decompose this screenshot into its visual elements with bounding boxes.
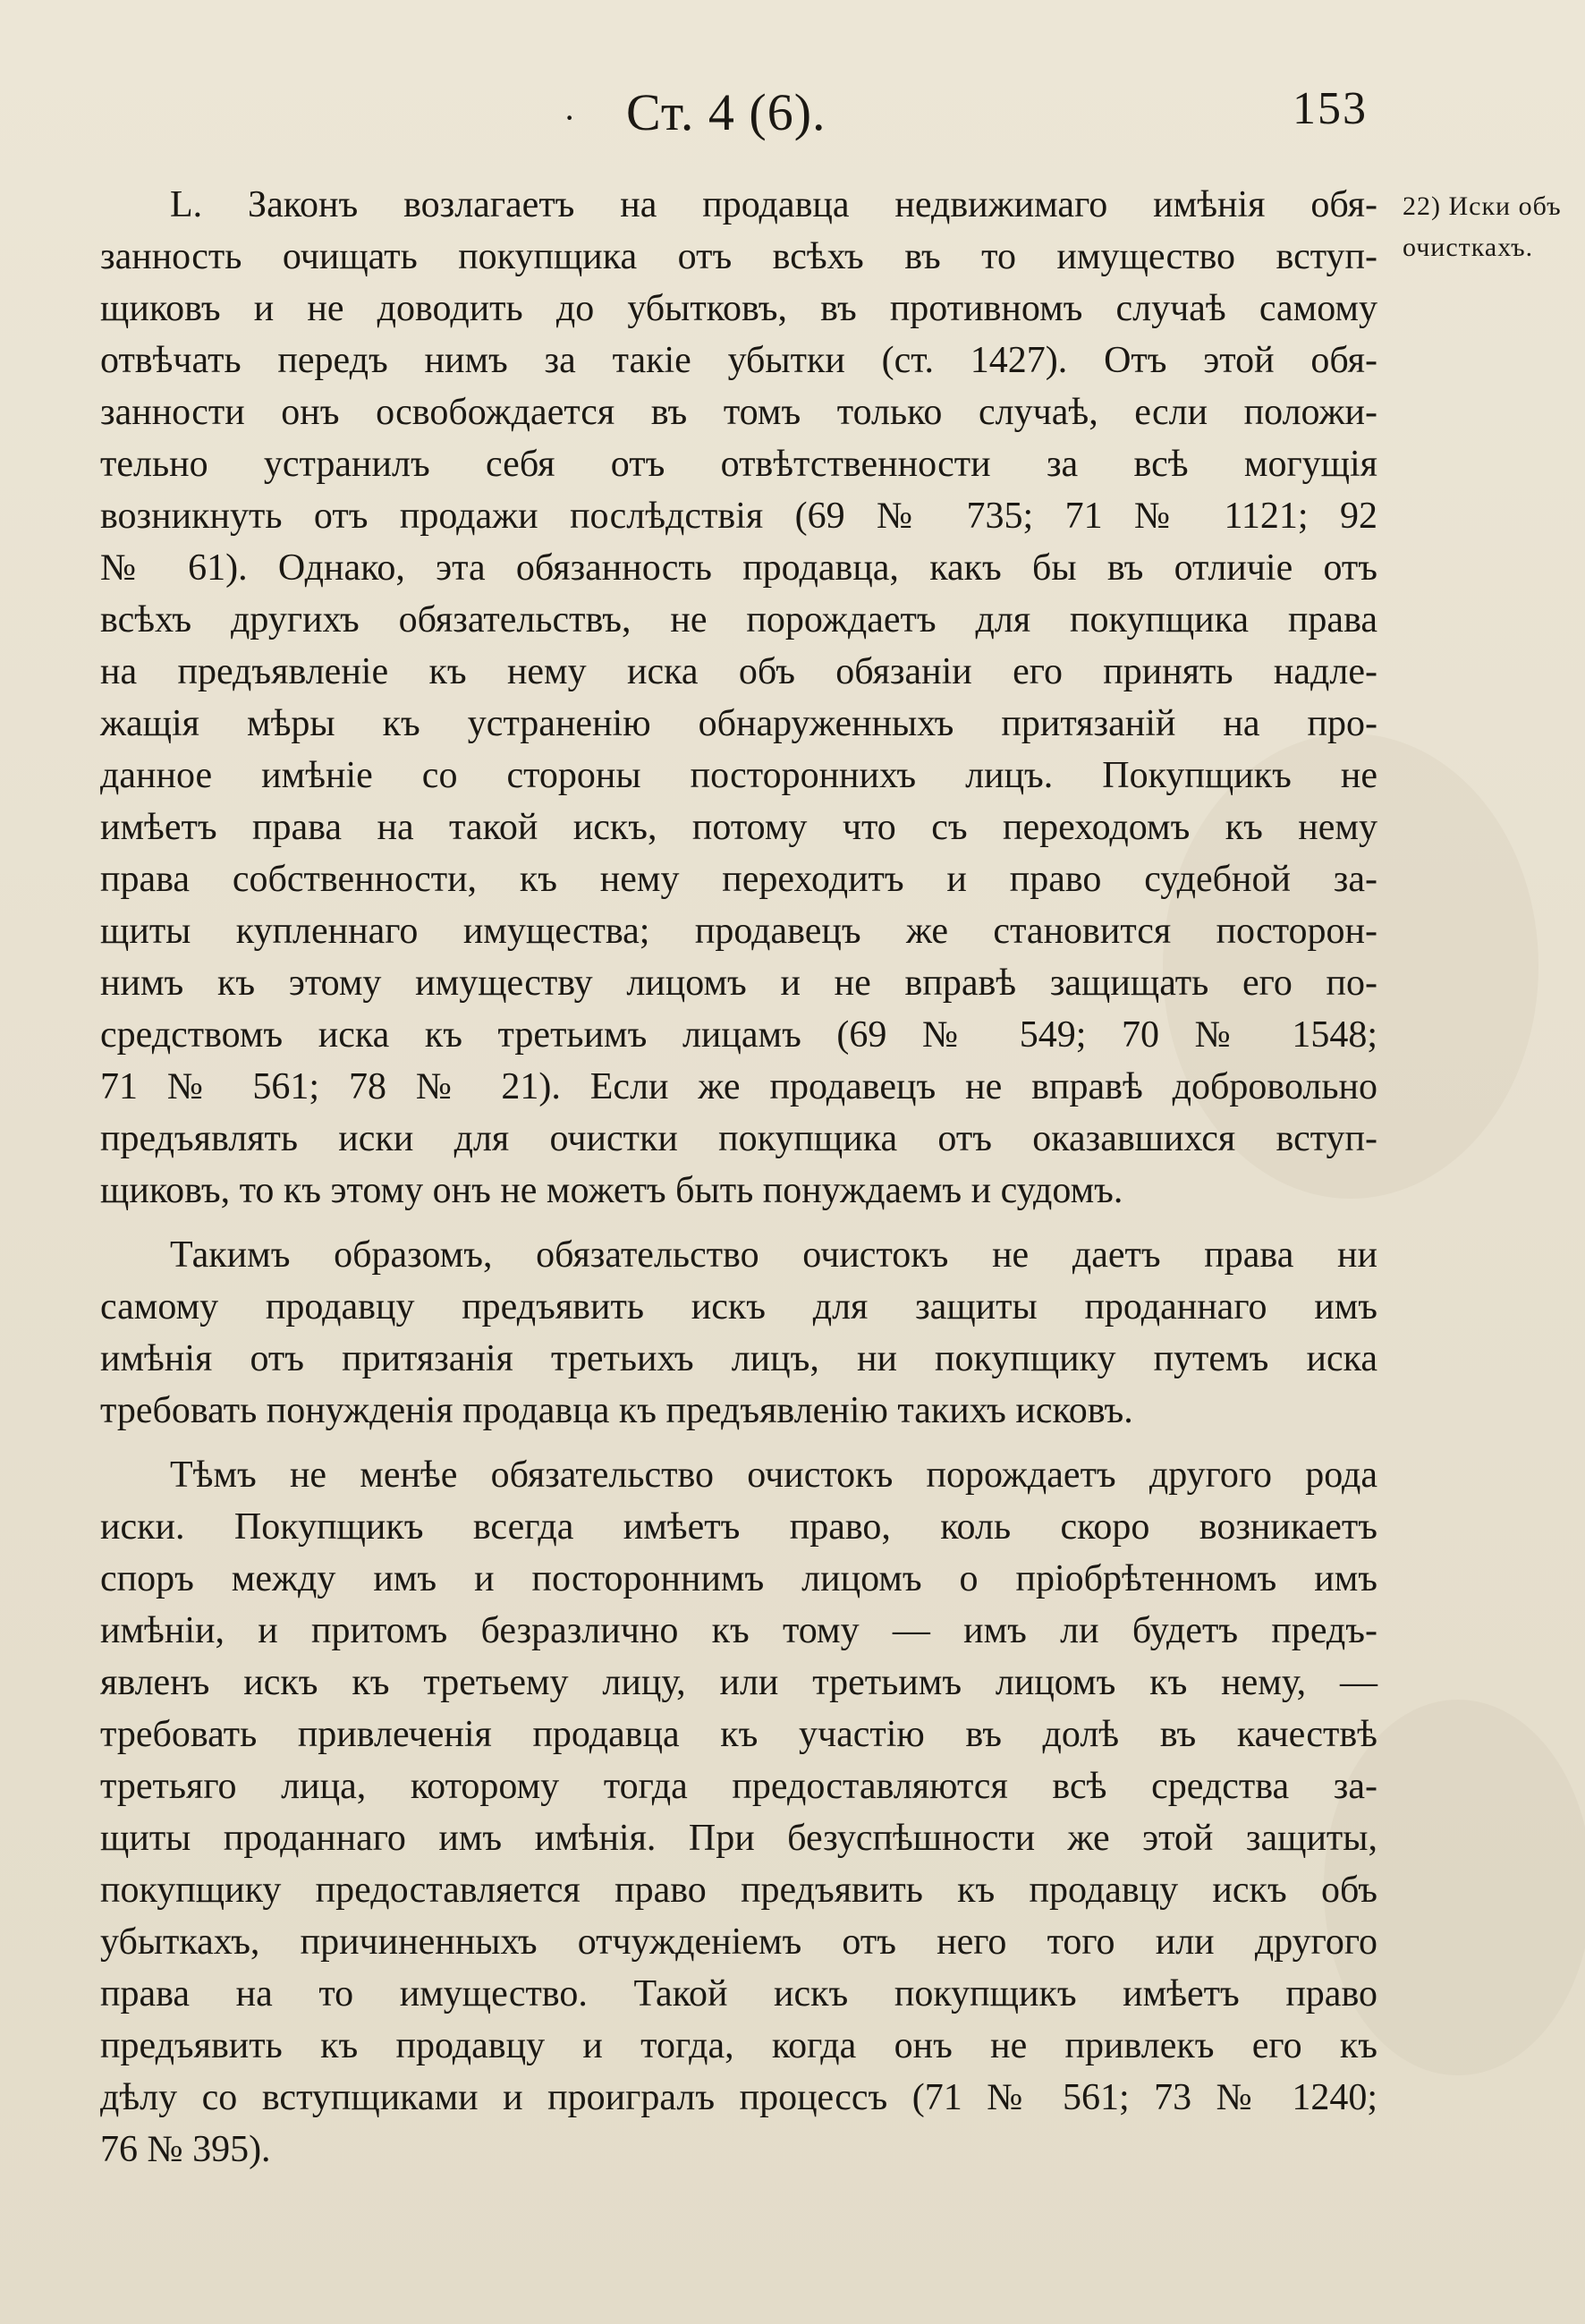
text-line: самому продавцу предъявить искъ для защиты проданнаго имъ (100, 1286, 1377, 1327)
paragraph (100, 179, 1377, 1217)
margin-note-text: 22) Иски объ очисткахъ. (1403, 191, 1562, 262)
text-line: жащія мѣры къ устраненію обнаруженныхъ притязаній на про- (100, 703, 1377, 744)
paragraph (100, 1229, 1377, 1437)
text-line: нимъ къ этому имуществу лицомъ и не вправѣ защищать его по- (100, 963, 1377, 1004)
text-line: требовать понужденія продавца къ предъявленію такихъ исковъ. (100, 1390, 1133, 1431)
text-line: предъявить къ продавцу и тогда, когда онъ не привлекъ его къ (100, 2025, 1377, 2066)
text-line: щиты купленнаго имущества; продавецъ же становится посторон- (100, 911, 1377, 952)
text-line: иски. Покупщикъ всегда имѣетъ право, коль скоро возникаетъ (100, 1506, 1377, 1548)
page-header (0, 82, 1585, 145)
text-line: дѣлу со вступщиками и проигралъ процессъ (71 № 561; 73 № 1240; (100, 2077, 1377, 2118)
text-line: права на то имущество. Такой искъ покупщикъ имѣетъ право (100, 1973, 1377, 2014)
margin-note (1403, 186, 1581, 268)
text-line: споръ между имъ и постороннимъ лицомъ о пріобрѣтенномъ имъ (100, 1558, 1377, 1599)
text-line: всѣхъ другихъ обязательствъ, не порождаетъ для покупщика права (100, 599, 1377, 640)
text-line: Тѣмъ не менѣе обязательство очистокъ порождаетъ другого рода (170, 1455, 1377, 1496)
text-line: Такимъ образомъ, обязательство очистокъ не даетъ права ни (170, 1234, 1377, 1276)
text-line: щиты проданнаго имъ имѣнія. При безуспѣшности же этой защиты, (100, 1818, 1377, 1859)
paragraph-gap (100, 1437, 1377, 1449)
header-dot: · (564, 98, 576, 138)
text-line: на предъявленіе къ нему иска объ обязаніи его принять надле- (100, 651, 1377, 692)
text-line: третьяго лица, которому тогда предоставляются всѣ средства за- (100, 1766, 1377, 1807)
text-line: права собственности, къ нему переходитъ и право судебной за- (100, 859, 1377, 900)
text-line: 71 № 561; 78 № 21). Если же продавецъ не вправѣ добровольно (100, 1066, 1377, 1107)
text-line: требовать привлеченія продавца къ участію въ долѣ въ качествѣ (100, 1714, 1377, 1755)
text-line: щиковъ, то къ этому онъ не можетъ быть понуждаемъ и судомъ. (100, 1170, 1123, 1211)
text-line: отвѣчать передъ нимъ за такіе убытки (ст. 1427). Отъ этой обя- (100, 340, 1377, 381)
body-text (100, 179, 1377, 2176)
text-line: № 61). Однако, эта обязанность продавца, какъ бы въ отличіе отъ (100, 547, 1377, 589)
text-line: предъявлять иски для очистки покупщика отъ оказавшихся вступ- (100, 1118, 1377, 1159)
text-line: занность очищать покупщика отъ всѣхъ въ то имущество вступ- (100, 236, 1377, 277)
text-line: средствомъ иска къ третьимъ лицамъ (69 № 549; 70 № 1548; (100, 1014, 1377, 1056)
text-line: 76 № 395). (100, 2129, 271, 2170)
text-line: данное имѣніе со стороны постороннихъ лицъ. Покупщикъ не (100, 755, 1377, 796)
text-line: занности онъ освобождается въ томъ только случаѣ, если положи- (100, 392, 1377, 433)
text-line: щиковъ и не доводить до убытковъ, въ противномъ случаѣ самому (100, 288, 1377, 329)
text-line: имѣнія отъ притязанія третьихъ лицъ, ни покупщику путемъ иска (100, 1338, 1377, 1379)
paragraph-gap (100, 1217, 1377, 1229)
paragraph (100, 1449, 1377, 2176)
text-line: покупщику предоставляется право предъявить къ продавцу искъ объ (100, 1870, 1377, 1911)
text-line: явленъ искъ къ третьему лицу, или третьимъ лицомъ къ нему, — (100, 1662, 1377, 1703)
page-number: 153 (1293, 83, 1368, 134)
text-line: тельно устранилъ себя отъ отвѣтственности за всѣ могущія (100, 444, 1377, 485)
text-line: возникнуть отъ продажи послѣдствія (69 № 735; 71 № 1121; 92 (100, 496, 1377, 537)
text-line: L. Законъ возлагаетъ на продавца недвижимаго имѣнія обя- (170, 184, 1377, 225)
text-line: имѣніи, и притомъ безразлично къ тому — имъ ли будетъ предъ- (100, 1610, 1377, 1651)
text-line: убыткахъ, причиненныхъ отчужденіемъ отъ него того или другого (100, 1921, 1377, 1963)
text-line: имѣетъ права на такой искъ, потому что съ переходомъ къ нему (100, 807, 1377, 848)
running-head: Ст. 4 (6). (626, 83, 826, 141)
